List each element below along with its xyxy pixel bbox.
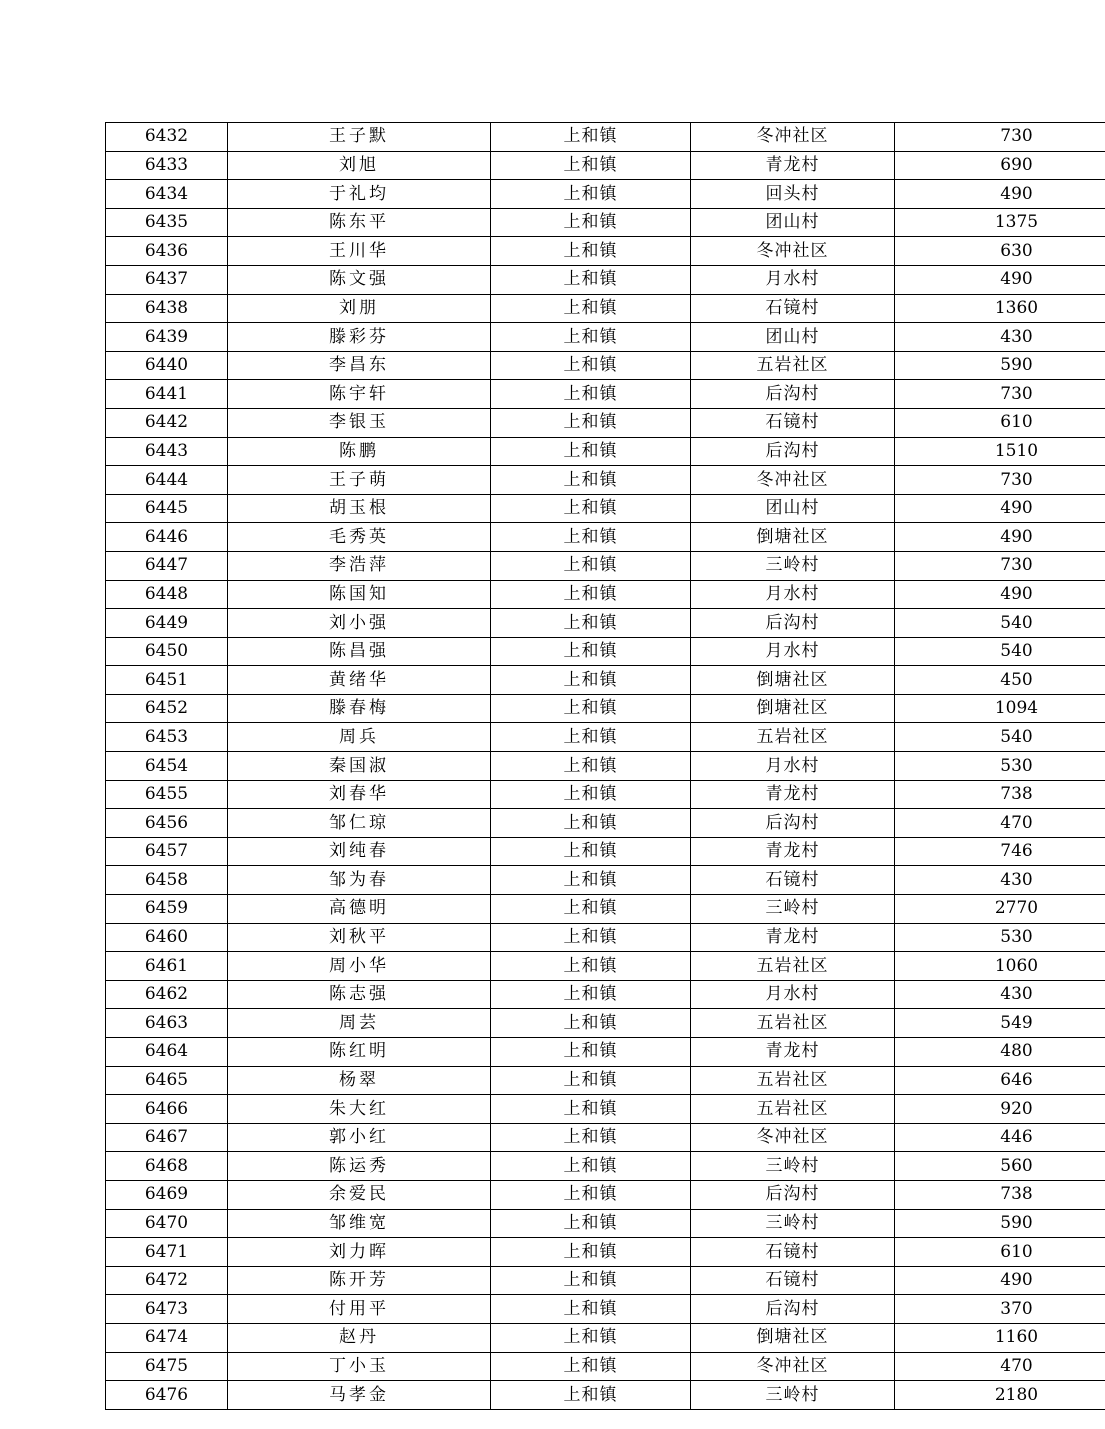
table-row (106, 1180, 1105, 1209)
cell-name: 王川华 (228, 237, 491, 266)
cell-town: 上和镇 (491, 180, 691, 209)
cell-name: 邹为春 (228, 866, 491, 895)
cell-id: 6462 (106, 980, 228, 1009)
cell-village: 五岩社区 (691, 1095, 895, 1124)
cell-name: 付用平 (228, 1295, 491, 1324)
table-row (106, 895, 1105, 924)
cell-town: 上和镇 (491, 380, 691, 409)
cell-name: 秦国淑 (228, 752, 491, 781)
cell-village: 团山村 (691, 494, 895, 523)
cell-name: 朱大红 (228, 1095, 491, 1124)
cell-village: 五岩社区 (691, 1009, 895, 1038)
cell-amount: 549 (895, 1009, 1105, 1038)
cell-amount: 610 (895, 408, 1105, 437)
cell-amount: 610 (895, 1238, 1105, 1267)
cell-amount: 590 (895, 1209, 1105, 1238)
cell-id: 6475 (106, 1352, 228, 1381)
cell-amount: 690 (895, 151, 1105, 180)
cell-town: 上和镇 (491, 494, 691, 523)
table-row (106, 208, 1105, 237)
cell-town: 上和镇 (491, 265, 691, 294)
cell-id: 6444 (106, 466, 228, 495)
cell-id: 6458 (106, 866, 228, 895)
table-row (106, 551, 1105, 580)
cell-town: 上和镇 (491, 1152, 691, 1181)
cell-village: 冬冲社区 (691, 466, 895, 495)
cell-name: 高德明 (228, 895, 491, 924)
cell-village: 倒塘社区 (691, 666, 895, 695)
cell-id: 6441 (106, 380, 228, 409)
cell-village: 三岭村 (691, 1381, 895, 1410)
cell-village: 石镜村 (691, 294, 895, 323)
table-row (106, 866, 1105, 895)
cell-id: 6451 (106, 666, 228, 695)
cell-id: 6452 (106, 694, 228, 723)
table-row (106, 666, 1105, 695)
cell-amount: 738 (895, 780, 1105, 809)
cell-amount: 738 (895, 1180, 1105, 1209)
cell-name: 陈红明 (228, 1038, 491, 1067)
cell-id: 6455 (106, 780, 228, 809)
cell-name: 黄绪华 (228, 666, 491, 695)
cell-id: 6434 (106, 180, 228, 209)
cell-amount: 1094 (895, 694, 1105, 723)
cell-id: 6438 (106, 294, 228, 323)
cell-town: 上和镇 (491, 1381, 691, 1410)
cell-name: 周小华 (228, 952, 491, 981)
cell-name: 陈东平 (228, 208, 491, 237)
cell-amount: 730 (895, 551, 1105, 580)
cell-town: 上和镇 (491, 1123, 691, 1152)
table-row (106, 237, 1105, 266)
cell-village: 三岭村 (691, 895, 895, 924)
cell-id: 6439 (106, 323, 228, 352)
table-row (106, 1009, 1105, 1038)
cell-village: 月水村 (691, 752, 895, 781)
cell-village: 三岭村 (691, 551, 895, 580)
cell-town: 上和镇 (491, 1266, 691, 1295)
cell-amount: 730 (895, 466, 1105, 495)
cell-amount: 470 (895, 1352, 1105, 1381)
cell-id: 6457 (106, 837, 228, 866)
cell-town: 上和镇 (491, 466, 691, 495)
cell-village: 青龙村 (691, 151, 895, 180)
cell-town: 上和镇 (491, 866, 691, 895)
cell-id: 6472 (106, 1266, 228, 1295)
cell-name: 马孝金 (228, 1381, 491, 1410)
cell-id: 6433 (106, 151, 228, 180)
cell-amount: 490 (895, 494, 1105, 523)
cell-id: 6448 (106, 580, 228, 609)
cell-amount: 630 (895, 237, 1105, 266)
cell-village: 五岩社区 (691, 723, 895, 752)
cell-name: 陈开芳 (228, 1266, 491, 1295)
cell-amount: 530 (895, 752, 1105, 781)
table-row (106, 694, 1105, 723)
cell-name: 刘秋平 (228, 923, 491, 952)
cell-town: 上和镇 (491, 952, 691, 981)
cell-town: 上和镇 (491, 723, 691, 752)
cell-village: 青龙村 (691, 780, 895, 809)
cell-amount: 490 (895, 265, 1105, 294)
cell-town: 上和镇 (491, 980, 691, 1009)
cell-village: 后沟村 (691, 1295, 895, 1324)
cell-id: 6474 (106, 1323, 228, 1352)
cell-amount: 1510 (895, 437, 1105, 466)
cell-id: 6471 (106, 1238, 228, 1267)
cell-name: 陈文强 (228, 265, 491, 294)
cell-name: 周兵 (228, 723, 491, 752)
cell-name: 陈宇轩 (228, 380, 491, 409)
cell-town: 上和镇 (491, 609, 691, 638)
cell-name: 胡玉根 (228, 494, 491, 523)
cell-town: 上和镇 (491, 437, 691, 466)
table-row (106, 1038, 1105, 1067)
cell-town: 上和镇 (491, 1038, 691, 1067)
cell-name: 王子默 (228, 123, 491, 152)
cell-id: 6468 (106, 1152, 228, 1181)
cell-amount: 1060 (895, 952, 1105, 981)
cell-name: 刘朋 (228, 294, 491, 323)
cell-id: 6450 (106, 637, 228, 666)
cell-village: 青龙村 (691, 837, 895, 866)
cell-id: 6465 (106, 1066, 228, 1095)
cell-town: 上和镇 (491, 837, 691, 866)
cell-id: 6443 (106, 437, 228, 466)
cell-village: 五岩社区 (691, 1066, 895, 1095)
cell-town: 上和镇 (491, 551, 691, 580)
cell-id: 6446 (106, 523, 228, 552)
cell-town: 上和镇 (491, 895, 691, 924)
cell-town: 上和镇 (491, 151, 691, 180)
cell-id: 6437 (106, 265, 228, 294)
cell-town: 上和镇 (491, 123, 691, 152)
cell-town: 上和镇 (491, 694, 691, 723)
cell-town: 上和镇 (491, 637, 691, 666)
cell-name: 陈运秀 (228, 1152, 491, 1181)
cell-town: 上和镇 (491, 351, 691, 380)
cell-village: 后沟村 (691, 609, 895, 638)
cell-town: 上和镇 (491, 1352, 691, 1381)
table-row (106, 294, 1105, 323)
cell-town: 上和镇 (491, 1209, 691, 1238)
table-row (106, 408, 1105, 437)
table-row (106, 1381, 1105, 1410)
table-row (106, 151, 1105, 180)
table-row (106, 580, 1105, 609)
table-row (106, 952, 1105, 981)
table-row (106, 1152, 1105, 1181)
table-row (106, 637, 1105, 666)
cell-village: 后沟村 (691, 380, 895, 409)
cell-id: 6470 (106, 1209, 228, 1238)
table-row (106, 380, 1105, 409)
cell-id: 6454 (106, 752, 228, 781)
cell-name: 滕春梅 (228, 694, 491, 723)
cell-name: 丁小玉 (228, 1352, 491, 1381)
table-row (106, 1323, 1105, 1352)
cell-town: 上和镇 (491, 294, 691, 323)
cell-village: 团山村 (691, 208, 895, 237)
cell-village: 月水村 (691, 265, 895, 294)
table-row (106, 180, 1105, 209)
table-row (106, 1066, 1105, 1095)
cell-name: 李昌东 (228, 351, 491, 380)
cell-amount: 920 (895, 1095, 1105, 1124)
cell-village: 冬冲社区 (691, 1352, 895, 1381)
cell-name: 刘旭 (228, 151, 491, 180)
table-row (106, 980, 1105, 1009)
cell-name: 刘小强 (228, 609, 491, 638)
cell-id: 6469 (106, 1180, 228, 1209)
cell-id: 6432 (106, 123, 228, 152)
cell-amount: 490 (895, 523, 1105, 552)
cell-name: 陈昌强 (228, 637, 491, 666)
cell-amount: 480 (895, 1038, 1105, 1067)
cell-amount: 430 (895, 323, 1105, 352)
cell-town: 上和镇 (491, 1323, 691, 1352)
cell-town: 上和镇 (491, 523, 691, 552)
cell-id: 6476 (106, 1381, 228, 1410)
cell-name: 王子萌 (228, 466, 491, 495)
cell-village: 回头村 (691, 180, 895, 209)
cell-amount: 746 (895, 837, 1105, 866)
cell-amount: 2770 (895, 895, 1105, 924)
table-row (106, 1238, 1105, 1267)
table-row (106, 609, 1105, 638)
cell-village: 后沟村 (691, 1180, 895, 1209)
cell-name: 陈国知 (228, 580, 491, 609)
cell-village: 石镜村 (691, 408, 895, 437)
cell-village: 三岭村 (691, 1209, 895, 1238)
cell-village: 五岩社区 (691, 952, 895, 981)
cell-amount: 470 (895, 809, 1105, 838)
cell-id: 6445 (106, 494, 228, 523)
cell-village: 石镜村 (691, 1238, 895, 1267)
cell-town: 上和镇 (491, 323, 691, 352)
table-row (106, 1209, 1105, 1238)
table-row (106, 723, 1105, 752)
cell-amount: 540 (895, 723, 1105, 752)
cell-name: 李浩萍 (228, 551, 491, 580)
cell-amount: 1160 (895, 1323, 1105, 1352)
cell-village: 后沟村 (691, 437, 895, 466)
cell-village: 冬冲社区 (691, 123, 895, 152)
table-row (106, 1095, 1105, 1124)
cell-town: 上和镇 (491, 1095, 691, 1124)
cell-amount: 590 (895, 351, 1105, 380)
table-row (106, 1123, 1105, 1152)
cell-village: 月水村 (691, 580, 895, 609)
cell-village: 后沟村 (691, 809, 895, 838)
table-row (106, 523, 1105, 552)
cell-id: 6461 (106, 952, 228, 981)
cell-amount: 560 (895, 1152, 1105, 1181)
cell-town: 上和镇 (491, 1009, 691, 1038)
cell-id: 6473 (106, 1295, 228, 1324)
cell-amount: 1375 (895, 208, 1105, 237)
cell-name: 毛秀英 (228, 523, 491, 552)
cell-name: 于礼均 (228, 180, 491, 209)
cell-amount: 490 (895, 1266, 1105, 1295)
cell-village: 石镜村 (691, 866, 895, 895)
cell-village: 青龙村 (691, 923, 895, 952)
cell-town: 上和镇 (491, 208, 691, 237)
cell-name: 余爱民 (228, 1180, 491, 1209)
cell-id: 6463 (106, 1009, 228, 1038)
table-row (106, 923, 1105, 952)
cell-amount: 2180 (895, 1381, 1105, 1410)
table-row (106, 1295, 1105, 1324)
beneficiary-table (105, 122, 1105, 1410)
table-row (106, 123, 1105, 152)
cell-village: 石镜村 (691, 1266, 895, 1295)
cell-amount: 646 (895, 1066, 1105, 1095)
cell-village: 团山村 (691, 323, 895, 352)
cell-id: 6464 (106, 1038, 228, 1067)
cell-town: 上和镇 (491, 1180, 691, 1209)
table-row (106, 323, 1105, 352)
cell-name: 郭小红 (228, 1123, 491, 1152)
cell-name: 邹仁琼 (228, 809, 491, 838)
cell-id: 6435 (106, 208, 228, 237)
cell-town: 上和镇 (491, 580, 691, 609)
cell-id: 6453 (106, 723, 228, 752)
cell-village: 冬冲社区 (691, 1123, 895, 1152)
cell-village: 倒塘社区 (691, 1323, 895, 1352)
cell-amount: 430 (895, 980, 1105, 1009)
cell-id: 6449 (106, 609, 228, 638)
table-row (106, 1352, 1105, 1381)
cell-village: 月水村 (691, 637, 895, 666)
cell-name: 陈志强 (228, 980, 491, 1009)
cell-town: 上和镇 (491, 809, 691, 838)
cell-name: 刘力晖 (228, 1238, 491, 1267)
cell-amount: 540 (895, 609, 1105, 638)
cell-village: 冬冲社区 (691, 237, 895, 266)
cell-town: 上和镇 (491, 1066, 691, 1095)
cell-id: 6459 (106, 895, 228, 924)
cell-name: 刘纯春 (228, 837, 491, 866)
cell-id: 6442 (106, 408, 228, 437)
cell-amount: 490 (895, 180, 1105, 209)
cell-name: 陈鹏 (228, 437, 491, 466)
cell-id: 6440 (106, 351, 228, 380)
table-row (106, 437, 1105, 466)
cell-name: 杨翠 (228, 1066, 491, 1095)
cell-id: 6456 (106, 809, 228, 838)
table-row (106, 780, 1105, 809)
cell-town: 上和镇 (491, 780, 691, 809)
cell-town: 上和镇 (491, 666, 691, 695)
table-row (106, 1266, 1105, 1295)
cell-village: 月水村 (691, 980, 895, 1009)
table-row (106, 494, 1105, 523)
table-row (106, 837, 1105, 866)
cell-id: 6447 (106, 551, 228, 580)
cell-amount: 730 (895, 380, 1105, 409)
cell-village: 三岭村 (691, 1152, 895, 1181)
cell-id: 6467 (106, 1123, 228, 1152)
cell-name: 周芸 (228, 1009, 491, 1038)
cell-village: 倒塘社区 (691, 694, 895, 723)
cell-amount: 730 (895, 123, 1105, 152)
cell-amount: 540 (895, 637, 1105, 666)
cell-town: 上和镇 (491, 237, 691, 266)
table-row (106, 752, 1105, 781)
cell-village: 倒塘社区 (691, 523, 895, 552)
cell-amount: 370 (895, 1295, 1105, 1324)
cell-town: 上和镇 (491, 923, 691, 952)
cell-amount: 446 (895, 1123, 1105, 1152)
cell-village: 青龙村 (691, 1038, 895, 1067)
cell-town: 上和镇 (491, 1295, 691, 1324)
cell-name: 李银玉 (228, 408, 491, 437)
cell-amount: 530 (895, 923, 1105, 952)
cell-id: 6460 (106, 923, 228, 952)
table-body (106, 123, 1105, 1410)
table-row (106, 809, 1105, 838)
cell-amount: 1360 (895, 294, 1105, 323)
table-row (106, 265, 1105, 294)
table-row (106, 351, 1105, 380)
cell-amount: 430 (895, 866, 1105, 895)
cell-name: 滕彩芬 (228, 323, 491, 352)
cell-town: 上和镇 (491, 1238, 691, 1267)
cell-town: 上和镇 (491, 752, 691, 781)
cell-town: 上和镇 (491, 408, 691, 437)
cell-amount: 490 (895, 580, 1105, 609)
cell-id: 6466 (106, 1095, 228, 1124)
cell-name: 邹维宽 (228, 1209, 491, 1238)
cell-name: 刘春华 (228, 780, 491, 809)
cell-amount: 450 (895, 666, 1105, 695)
cell-village: 五岩社区 (691, 351, 895, 380)
table-row (106, 466, 1105, 495)
cell-name: 赵丹 (228, 1323, 491, 1352)
cell-id: 6436 (106, 237, 228, 266)
